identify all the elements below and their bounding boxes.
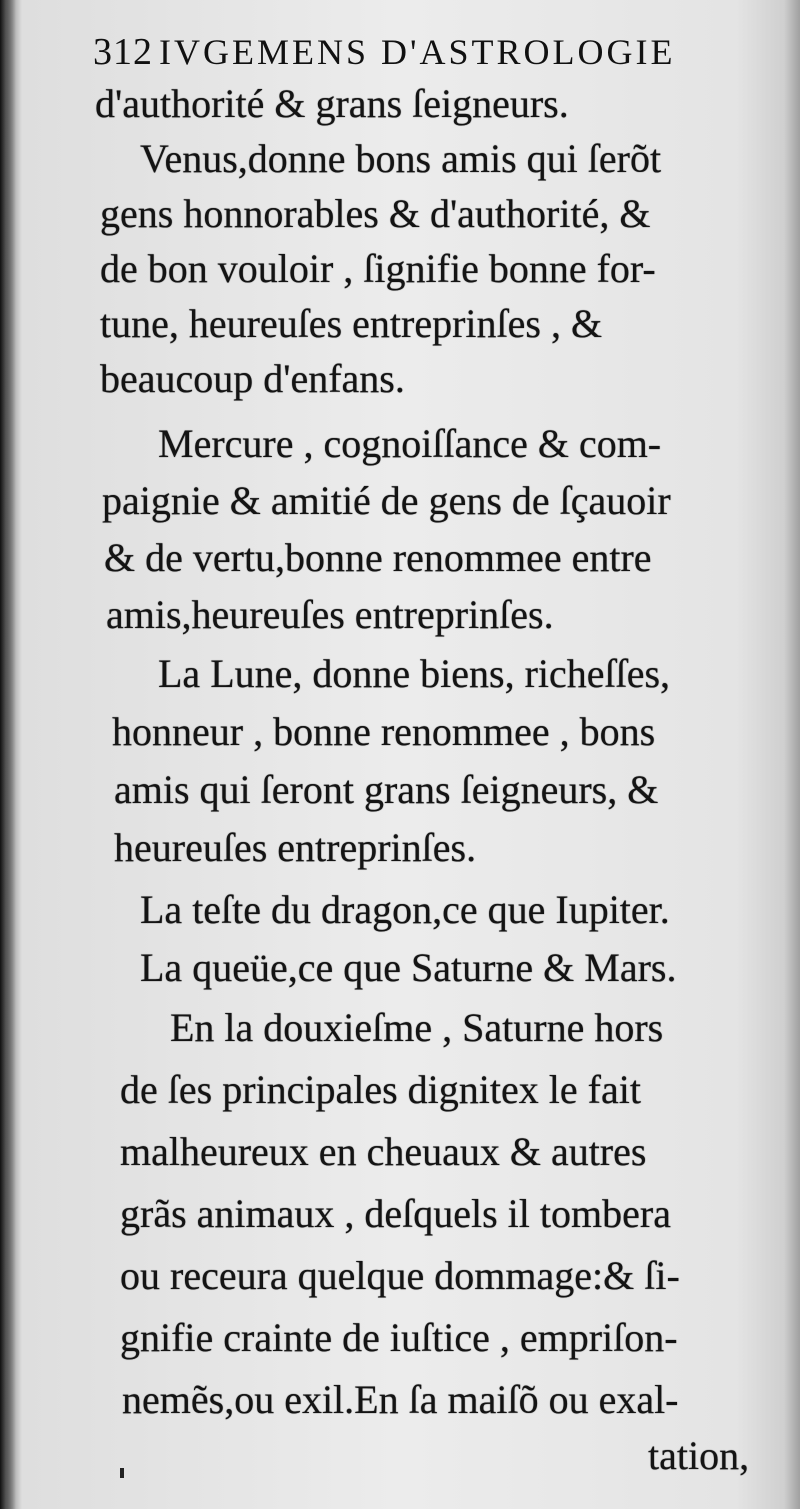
text-line: amis qui ſeront grans ſeigneurs, & xyxy=(114,767,659,812)
running-head-title: IVGEMENS D'ASTROLOGIE xyxy=(159,32,676,72)
paragraph-douxiesme-start: En la douxieſme , Saturne hors xyxy=(170,1005,664,1050)
text-line: gens honnorables & d'authorité, & xyxy=(100,191,651,236)
text-line: de ſes principales dignitex le fait xyxy=(120,1067,641,1112)
text-line: grãs animaux , deſquels il tombera xyxy=(120,1191,671,1236)
text-line: nemẽs,ou exil.En ſa maiſõ ou exal- xyxy=(122,1377,679,1422)
ink-mark xyxy=(120,1468,124,1478)
text-line: de bon vouloir , ſignifie bonne for- xyxy=(100,246,656,291)
paragraph-venus-start: Venus,donne bons amis qui ſerõt xyxy=(140,136,662,181)
text-line: heureuſes entreprinſes. xyxy=(114,825,477,870)
text-line: ou receura quelque dommage:& ſi- xyxy=(120,1253,680,1298)
text-line: amis,heureuſes entreprinſes. xyxy=(106,592,554,637)
page-binding-shadow xyxy=(0,0,16,1509)
text-line: honneur , bonne renommee , bons xyxy=(112,709,656,754)
text-line: & de vertu,bonne renommee entre xyxy=(104,535,652,580)
text-line: d'authorité & grans ſeigneurs. xyxy=(95,81,569,126)
paragraph-lune-start: La Lune, donne biens, richeſſes, xyxy=(158,651,671,696)
text-line: malheureux en cheuaux & autres xyxy=(120,1129,647,1174)
text-line: tune, heureuſes entreprinſes , & xyxy=(100,301,603,346)
text-line: beaucoup d'enfans. xyxy=(100,356,405,401)
paragraph-mercure-start: Mercure , cognoiſſance & com- xyxy=(158,421,662,466)
paragraph-teste-dragon: La teſte du dragon,ce que Iupiter. xyxy=(140,887,670,932)
running-header xyxy=(93,30,783,84)
text-line: paignie & amitié de gens de ſçauoir xyxy=(102,478,671,523)
paragraph-queue-dragon: La queüe,ce que Saturne & Mars. xyxy=(140,945,677,990)
page-number: 312 xyxy=(93,31,153,73)
text-line: gnifie crainte de iuſtice , empriſon- xyxy=(120,1315,678,1360)
catchword: tation, xyxy=(648,1433,750,1478)
